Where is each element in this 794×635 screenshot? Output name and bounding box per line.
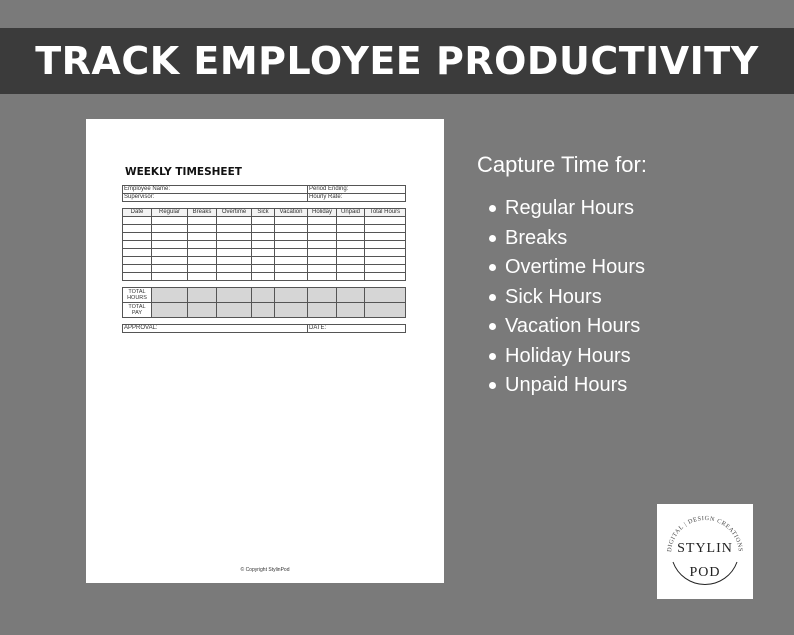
column-header: Unpaid	[337, 209, 365, 217]
total-hours-label: TOTAL HOURS	[123, 288, 152, 303]
table-cell	[275, 241, 308, 249]
table-cell	[365, 217, 406, 225]
total-pay-label: TOTAL PAY	[123, 303, 152, 318]
table-row	[123, 233, 406, 241]
table-cell	[252, 241, 275, 249]
table-cell	[188, 249, 217, 257]
table-cell	[188, 265, 217, 273]
logo-graphic	[657, 504, 753, 599]
employee-name-label: Employee Name:	[123, 186, 308, 194]
table-cell	[217, 249, 252, 257]
table-cell	[252, 273, 275, 281]
table-cell	[188, 225, 217, 233]
table-cell	[308, 241, 337, 249]
approval-label: APPROVAL:	[123, 325, 308, 333]
table-cell	[337, 249, 365, 257]
table-cell	[365, 257, 406, 265]
logo-name-line2: POD	[689, 565, 721, 580]
table-cell	[217, 241, 252, 249]
banner-title: TRACK EMPLOYEE PRODUCTIVITY	[35, 39, 759, 83]
column-header: Sick	[252, 209, 275, 217]
table-cell	[123, 217, 152, 225]
table-cell	[152, 233, 188, 241]
table-cell	[252, 257, 275, 265]
timesheet-table	[122, 185, 406, 333]
table-cell	[365, 273, 406, 281]
table-cell	[337, 273, 365, 281]
table-cell	[152, 257, 188, 265]
table-cell	[275, 257, 308, 265]
table-cell	[252, 233, 275, 241]
table-cell	[217, 217, 252, 225]
table-cell	[308, 265, 337, 273]
table-cell	[308, 217, 337, 225]
table-cell	[152, 225, 188, 233]
logo-arc-text: DIGITAL | DESIGN CREATIONS	[666, 514, 744, 553]
table-cell	[188, 233, 217, 241]
hourly-rate-label: Hourly Rate:	[308, 194, 406, 202]
table-cell	[275, 273, 308, 281]
table-cell	[337, 257, 365, 265]
bullet-icon	[489, 353, 496, 360]
table-cell	[217, 225, 252, 233]
table-row	[123, 225, 406, 233]
feature-item: Unpaid Hours	[489, 371, 645, 401]
table-cell	[275, 217, 308, 225]
bullet-icon	[489, 205, 496, 212]
table-row	[123, 265, 406, 273]
table-cell	[152, 217, 188, 225]
spacer-row	[123, 202, 406, 209]
table-cell	[365, 265, 406, 273]
header-banner	[0, 28, 794, 94]
feature-item: Breaks	[489, 224, 645, 254]
table-cell	[152, 265, 188, 273]
column-header: Total Hours	[365, 209, 406, 217]
supervisor-label: Supervisor:	[123, 194, 308, 202]
table-cell	[188, 273, 217, 281]
bullet-icon	[489, 382, 496, 389]
feature-item: Overtime Hours	[489, 253, 645, 283]
table-cell	[275, 265, 308, 273]
column-header: Vacation	[275, 209, 308, 217]
table-cell	[123, 265, 152, 273]
column-header: Regular	[152, 209, 188, 217]
period-ending-label: Period Ending:	[308, 186, 406, 194]
column-header: Breaks	[188, 209, 217, 217]
table-cell	[123, 241, 152, 249]
table-cell	[308, 257, 337, 265]
table-cell	[337, 233, 365, 241]
spacer-row	[123, 281, 406, 288]
column-header: Overtime	[217, 209, 252, 217]
feature-item: Holiday Hours	[489, 342, 645, 372]
table-cell	[275, 233, 308, 241]
table-cell	[308, 249, 337, 257]
table-cell	[123, 249, 152, 257]
info-row-1	[123, 186, 406, 194]
copyright-text: © Copyright StylinPod	[240, 567, 290, 573]
table-cell	[123, 273, 152, 281]
feature-item: Sick Hours	[489, 283, 645, 313]
features-heading: Capture Time for:	[477, 152, 647, 177]
total-hours-row	[123, 288, 406, 303]
column-header: Holiday	[308, 209, 337, 217]
approval-row	[123, 325, 406, 333]
table-cell	[252, 217, 275, 225]
table-cell	[308, 233, 337, 241]
bullet-icon	[489, 323, 496, 330]
table-cell	[252, 265, 275, 273]
timesheet-title: WEEKLY TIMESHEET	[125, 166, 242, 178]
table-cell	[217, 257, 252, 265]
table-cell	[188, 241, 217, 249]
table-cell	[365, 225, 406, 233]
table-row	[123, 257, 406, 265]
table-cell	[217, 233, 252, 241]
table-cell	[337, 265, 365, 273]
table-cell	[365, 241, 406, 249]
table-cell	[123, 257, 152, 265]
features-list	[489, 194, 645, 401]
table-cell	[152, 249, 188, 257]
table-cell	[123, 233, 152, 241]
brand-logo	[657, 504, 753, 599]
table-row	[123, 241, 406, 249]
table-cell	[252, 249, 275, 257]
column-header-row	[123, 209, 406, 217]
bullet-icon	[489, 264, 496, 271]
table-cell	[337, 225, 365, 233]
total-pay-row	[123, 303, 406, 318]
date-label: DATE:	[308, 325, 406, 333]
feature-item: Vacation Hours	[489, 312, 645, 342]
feature-item: Regular Hours	[489, 194, 645, 224]
entry-rows	[123, 217, 406, 281]
spacer-row	[123, 318, 406, 325]
column-header: Date	[123, 209, 152, 217]
table-cell	[123, 225, 152, 233]
table-cell	[152, 273, 188, 281]
table-row	[123, 249, 406, 257]
table-cell	[365, 249, 406, 257]
table-cell	[275, 225, 308, 233]
logo-name-line1: STYLIN	[677, 541, 733, 556]
table-cell	[365, 233, 406, 241]
table-cell	[217, 273, 252, 281]
bullet-icon	[489, 294, 496, 301]
table-cell	[188, 257, 217, 265]
table-cell	[308, 225, 337, 233]
timesheet-preview	[86, 119, 444, 583]
table-cell	[152, 241, 188, 249]
table-cell	[217, 265, 252, 273]
table-cell	[337, 217, 365, 225]
table-cell	[308, 273, 337, 281]
bullet-icon	[489, 235, 496, 242]
table-cell	[275, 249, 308, 257]
table-row	[123, 273, 406, 281]
table-cell	[188, 217, 217, 225]
table-cell	[252, 225, 275, 233]
table-cell	[337, 241, 365, 249]
info-row-2	[123, 194, 406, 202]
table-row	[123, 217, 406, 225]
